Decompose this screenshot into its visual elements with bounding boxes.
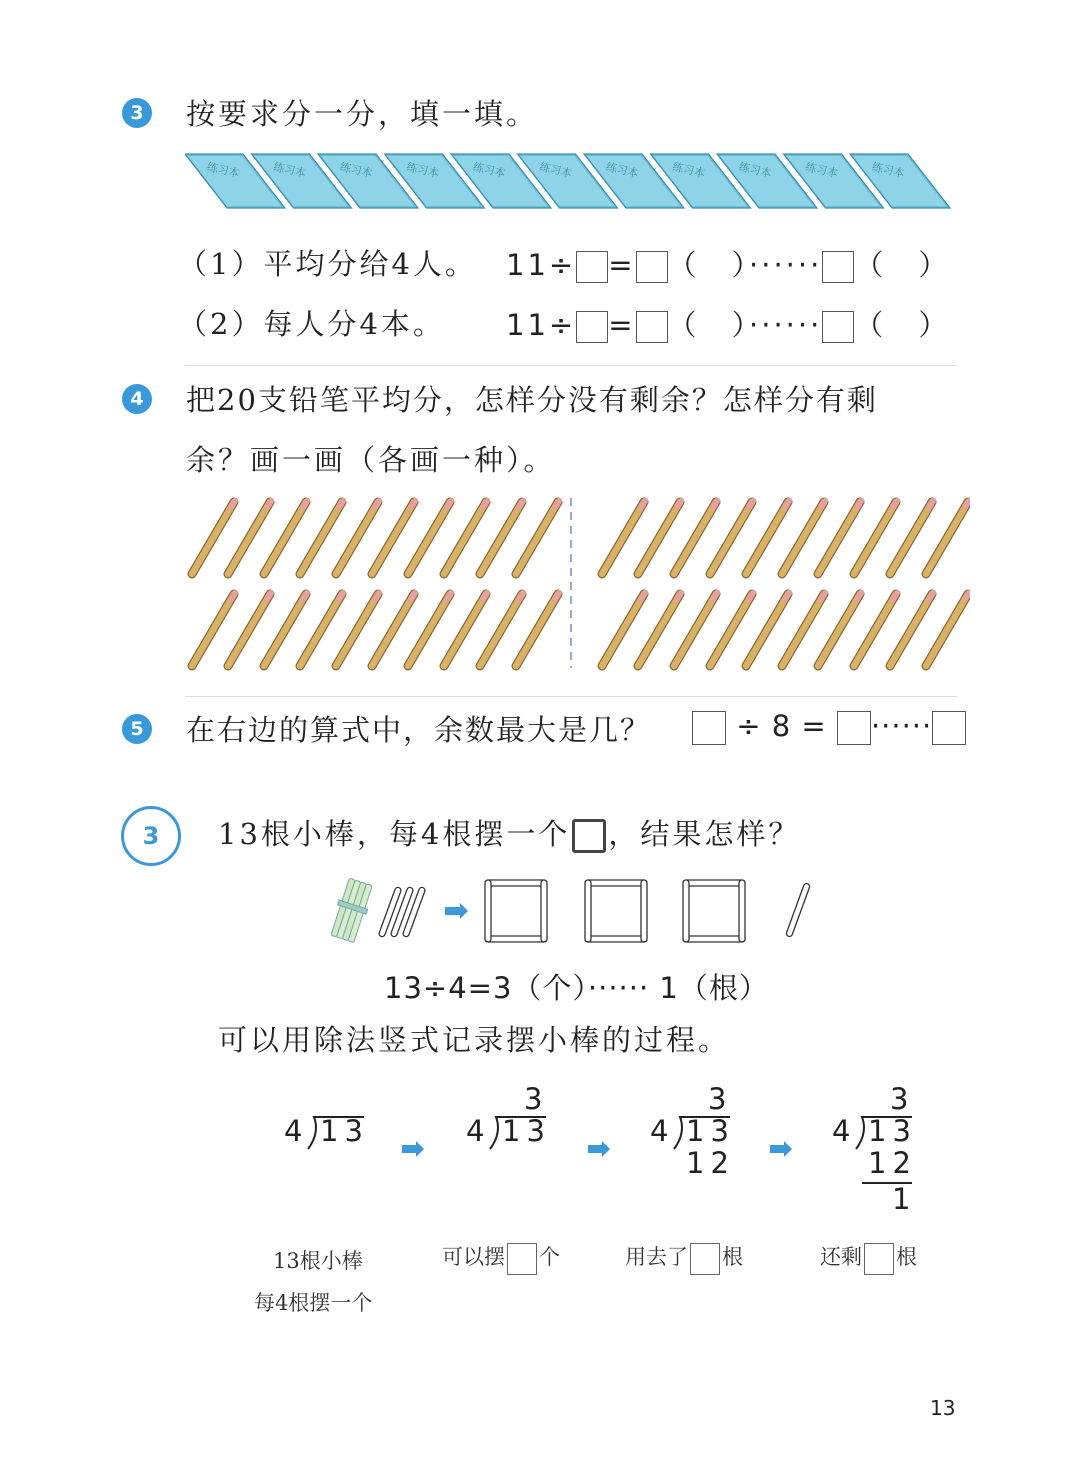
caption-step2-a: 可以摆 bbox=[442, 1245, 505, 1269]
example-3-badge: 3 bbox=[121, 806, 181, 866]
question-3-badge: 3 bbox=[122, 98, 152, 128]
pencil-icon[interactable] bbox=[300, 593, 343, 666]
pencil-icon[interactable] bbox=[192, 593, 235, 666]
pencil-icon[interactable] bbox=[408, 501, 451, 574]
divisor: 4 bbox=[466, 1114, 485, 1148]
question-5-badge: 5 bbox=[122, 714, 152, 744]
pencil-icon[interactable] bbox=[926, 593, 969, 666]
answer-box[interactable] bbox=[507, 1243, 537, 1275]
eq-prefix: 11÷ bbox=[506, 308, 577, 342]
pencil-icon[interactable] bbox=[746, 501, 789, 574]
row1-label: （1）平均分给4人。 bbox=[178, 247, 477, 281]
notebook-label: 练习本 bbox=[205, 160, 241, 181]
pencil-icon[interactable] bbox=[192, 501, 235, 574]
pencil-icon[interactable] bbox=[710, 593, 753, 666]
pencil-icon[interactable] bbox=[408, 593, 451, 666]
row1-equation bbox=[506, 243, 950, 284]
pencil-icon[interactable] bbox=[264, 593, 307, 666]
answer-box[interactable] bbox=[837, 711, 871, 745]
dividend: 13 bbox=[320, 1114, 369, 1148]
example-3-equation: 13÷4=3（个）······ 1（根） bbox=[384, 971, 769, 1005]
caption-step4-b: 根 bbox=[896, 1245, 917, 1269]
divider bbox=[185, 696, 957, 697]
pencil-icon[interactable] bbox=[372, 593, 415, 666]
remainder: 1 bbox=[892, 1182, 911, 1216]
pencil-icon[interactable] bbox=[336, 501, 379, 574]
stick-square-icon bbox=[683, 880, 745, 942]
pencil-icon[interactable] bbox=[890, 501, 933, 574]
notebook-label: 练习本 bbox=[604, 160, 640, 181]
long-division-step bbox=[284, 1114, 369, 1149]
pencil-icon[interactable] bbox=[746, 593, 789, 666]
question-4-line1: 把20支铅笔平均分，怎样分没有剩余？怎样分有剩 bbox=[186, 383, 878, 417]
pencil-icon[interactable] bbox=[228, 501, 271, 574]
pencil-icon[interactable] bbox=[638, 501, 681, 574]
question-4-line2: 余？画一画（各画一种）。 bbox=[186, 443, 556, 477]
pencil-icon[interactable] bbox=[674, 593, 717, 666]
pencil-icon[interactable] bbox=[602, 593, 645, 666]
divisor: 4 bbox=[284, 1114, 303, 1148]
pencil-icon[interactable] bbox=[782, 593, 825, 666]
arrow-right-icon bbox=[588, 1141, 610, 1157]
question-5-equation bbox=[692, 709, 966, 745]
answer-box[interactable] bbox=[636, 311, 668, 343]
caption-step2 bbox=[442, 1241, 560, 1275]
example-3-title bbox=[218, 812, 800, 853]
pencil-icon[interactable] bbox=[300, 501, 343, 574]
pencil-icon[interactable] bbox=[854, 501, 897, 574]
arrow-right-icon bbox=[445, 903, 468, 919]
pencil-icon[interactable] bbox=[926, 501, 969, 574]
dividend: 13 bbox=[502, 1114, 551, 1148]
caption-step4 bbox=[820, 1241, 917, 1275]
product: 12 bbox=[686, 1146, 735, 1180]
notebooks-illustration bbox=[185, 150, 957, 214]
eq-paren: （ ） bbox=[854, 308, 951, 342]
question-3-title: 按要求分一分，填一填。 bbox=[186, 97, 539, 131]
long-division-steps bbox=[270, 1075, 950, 1225]
stick-square-icon bbox=[485, 880, 547, 942]
quotient: 3 bbox=[524, 1082, 543, 1116]
eq-div: ÷ 8 = bbox=[736, 709, 827, 743]
quotient: 3 bbox=[708, 1082, 727, 1116]
answer-box[interactable] bbox=[576, 311, 608, 343]
notebook-label: 练习本 bbox=[272, 160, 308, 181]
long-division-step bbox=[650, 1082, 735, 1180]
eq-dots: ······ bbox=[749, 248, 823, 282]
divisor: 4 bbox=[650, 1114, 669, 1148]
answer-box[interactable] bbox=[932, 711, 966, 745]
arrow-right-icon bbox=[770, 1141, 792, 1157]
notebook-label: 练习本 bbox=[671, 160, 707, 181]
pencil-icon[interactable] bbox=[818, 501, 861, 574]
long-division-step bbox=[832, 1082, 917, 1216]
notebook-label: 练习本 bbox=[338, 160, 374, 181]
pencil-icon[interactable] bbox=[336, 593, 379, 666]
pencils-illustration[interactable] bbox=[180, 490, 970, 680]
leftover-stick-icon bbox=[786, 883, 811, 938]
divider bbox=[185, 365, 957, 366]
product: 12 bbox=[868, 1146, 917, 1180]
pencil-icon[interactable] bbox=[264, 501, 307, 574]
eq-prefix: 11÷ bbox=[506, 248, 577, 282]
eq-dots: ······ bbox=[870, 709, 933, 743]
caption-step4-a: 还剩 bbox=[820, 1245, 862, 1269]
question-4-badge: 4 bbox=[122, 384, 152, 414]
notebook-label: 练习本 bbox=[538, 160, 574, 181]
long-division-step bbox=[466, 1082, 551, 1149]
example-3-text2: 可以用除法竖式记录摆小棒的过程。 bbox=[218, 1023, 731, 1057]
pencil-icon[interactable] bbox=[674, 501, 717, 574]
pencil-icon[interactable] bbox=[638, 593, 681, 666]
caption-step3-b: 根 bbox=[722, 1245, 743, 1269]
sticks-illustration bbox=[325, 872, 825, 952]
example-3-title-a: 13根小棒，每4根摆一个 bbox=[218, 817, 571, 851]
notebook-label: 练习本 bbox=[870, 160, 906, 181]
pencil-icon[interactable] bbox=[516, 501, 559, 574]
page-number: 13 bbox=[930, 1396, 956, 1420]
answer-box[interactable] bbox=[576, 251, 608, 283]
square-icon bbox=[572, 819, 606, 853]
pencil-icon[interactable] bbox=[602, 501, 645, 574]
eq-dots: ······ bbox=[749, 308, 823, 342]
eq-paren: （ ） bbox=[854, 248, 951, 282]
eq-equals: = bbox=[608, 308, 636, 342]
answer-box[interactable] bbox=[692, 711, 726, 745]
notebook-label: 练习本 bbox=[737, 160, 773, 181]
caption-step1-line1: 13根小棒 bbox=[273, 1249, 363, 1273]
stick-bundle-icon bbox=[328, 877, 375, 943]
answer-box[interactable] bbox=[690, 1243, 720, 1275]
pencil-icon[interactable] bbox=[480, 501, 523, 574]
stick-square-icon bbox=[585, 880, 647, 942]
row2-label: （2）每人分4本。 bbox=[178, 307, 445, 341]
eq-paren: （ ） bbox=[667, 248, 750, 282]
answer-box[interactable] bbox=[822, 251, 854, 283]
dividend: 13 bbox=[868, 1114, 917, 1148]
pencil-icon[interactable] bbox=[818, 593, 861, 666]
three-sticks-icon bbox=[378, 887, 425, 938]
pencil-icon[interactable] bbox=[854, 593, 897, 666]
pencil-icon[interactable] bbox=[710, 501, 753, 574]
pencil-icon[interactable] bbox=[516, 593, 559, 666]
pencil-icon[interactable] bbox=[890, 593, 933, 666]
pencil-icon[interactable] bbox=[782, 501, 825, 574]
caption-step3-a: 用去了 bbox=[625, 1245, 688, 1269]
pencil-icon[interactable] bbox=[228, 593, 271, 666]
arrow-right-icon bbox=[402, 1141, 424, 1157]
quotient: 3 bbox=[890, 1082, 909, 1116]
eq-equals: = bbox=[608, 248, 636, 282]
divisor: 4 bbox=[832, 1114, 851, 1148]
row2-equation bbox=[506, 303, 950, 344]
pencil-icon[interactable] bbox=[480, 593, 523, 666]
pencil-icon[interactable] bbox=[372, 501, 415, 574]
notebook-label: 练习本 bbox=[471, 160, 507, 181]
example-3-title-b: ，结果怎样？ bbox=[608, 817, 801, 851]
notebook-label: 练习本 bbox=[804, 160, 840, 181]
pencil-icon[interactable] bbox=[444, 593, 487, 666]
answer-box[interactable] bbox=[636, 251, 668, 283]
pencil-icon[interactable] bbox=[444, 501, 487, 574]
caption-step3 bbox=[625, 1241, 743, 1275]
question-5-text: 在右边的算式中，余数最大是几？ bbox=[186, 713, 652, 747]
notebook-label: 练习本 bbox=[405, 160, 441, 181]
caption-step1-line2: 每4根摆一个 bbox=[254, 1291, 373, 1315]
answer-box[interactable] bbox=[822, 311, 854, 343]
eq-paren: （ ） bbox=[667, 308, 750, 342]
dividend: 13 bbox=[686, 1114, 735, 1148]
caption-step2-b: 个 bbox=[539, 1245, 560, 1269]
answer-box[interactable] bbox=[864, 1243, 894, 1275]
